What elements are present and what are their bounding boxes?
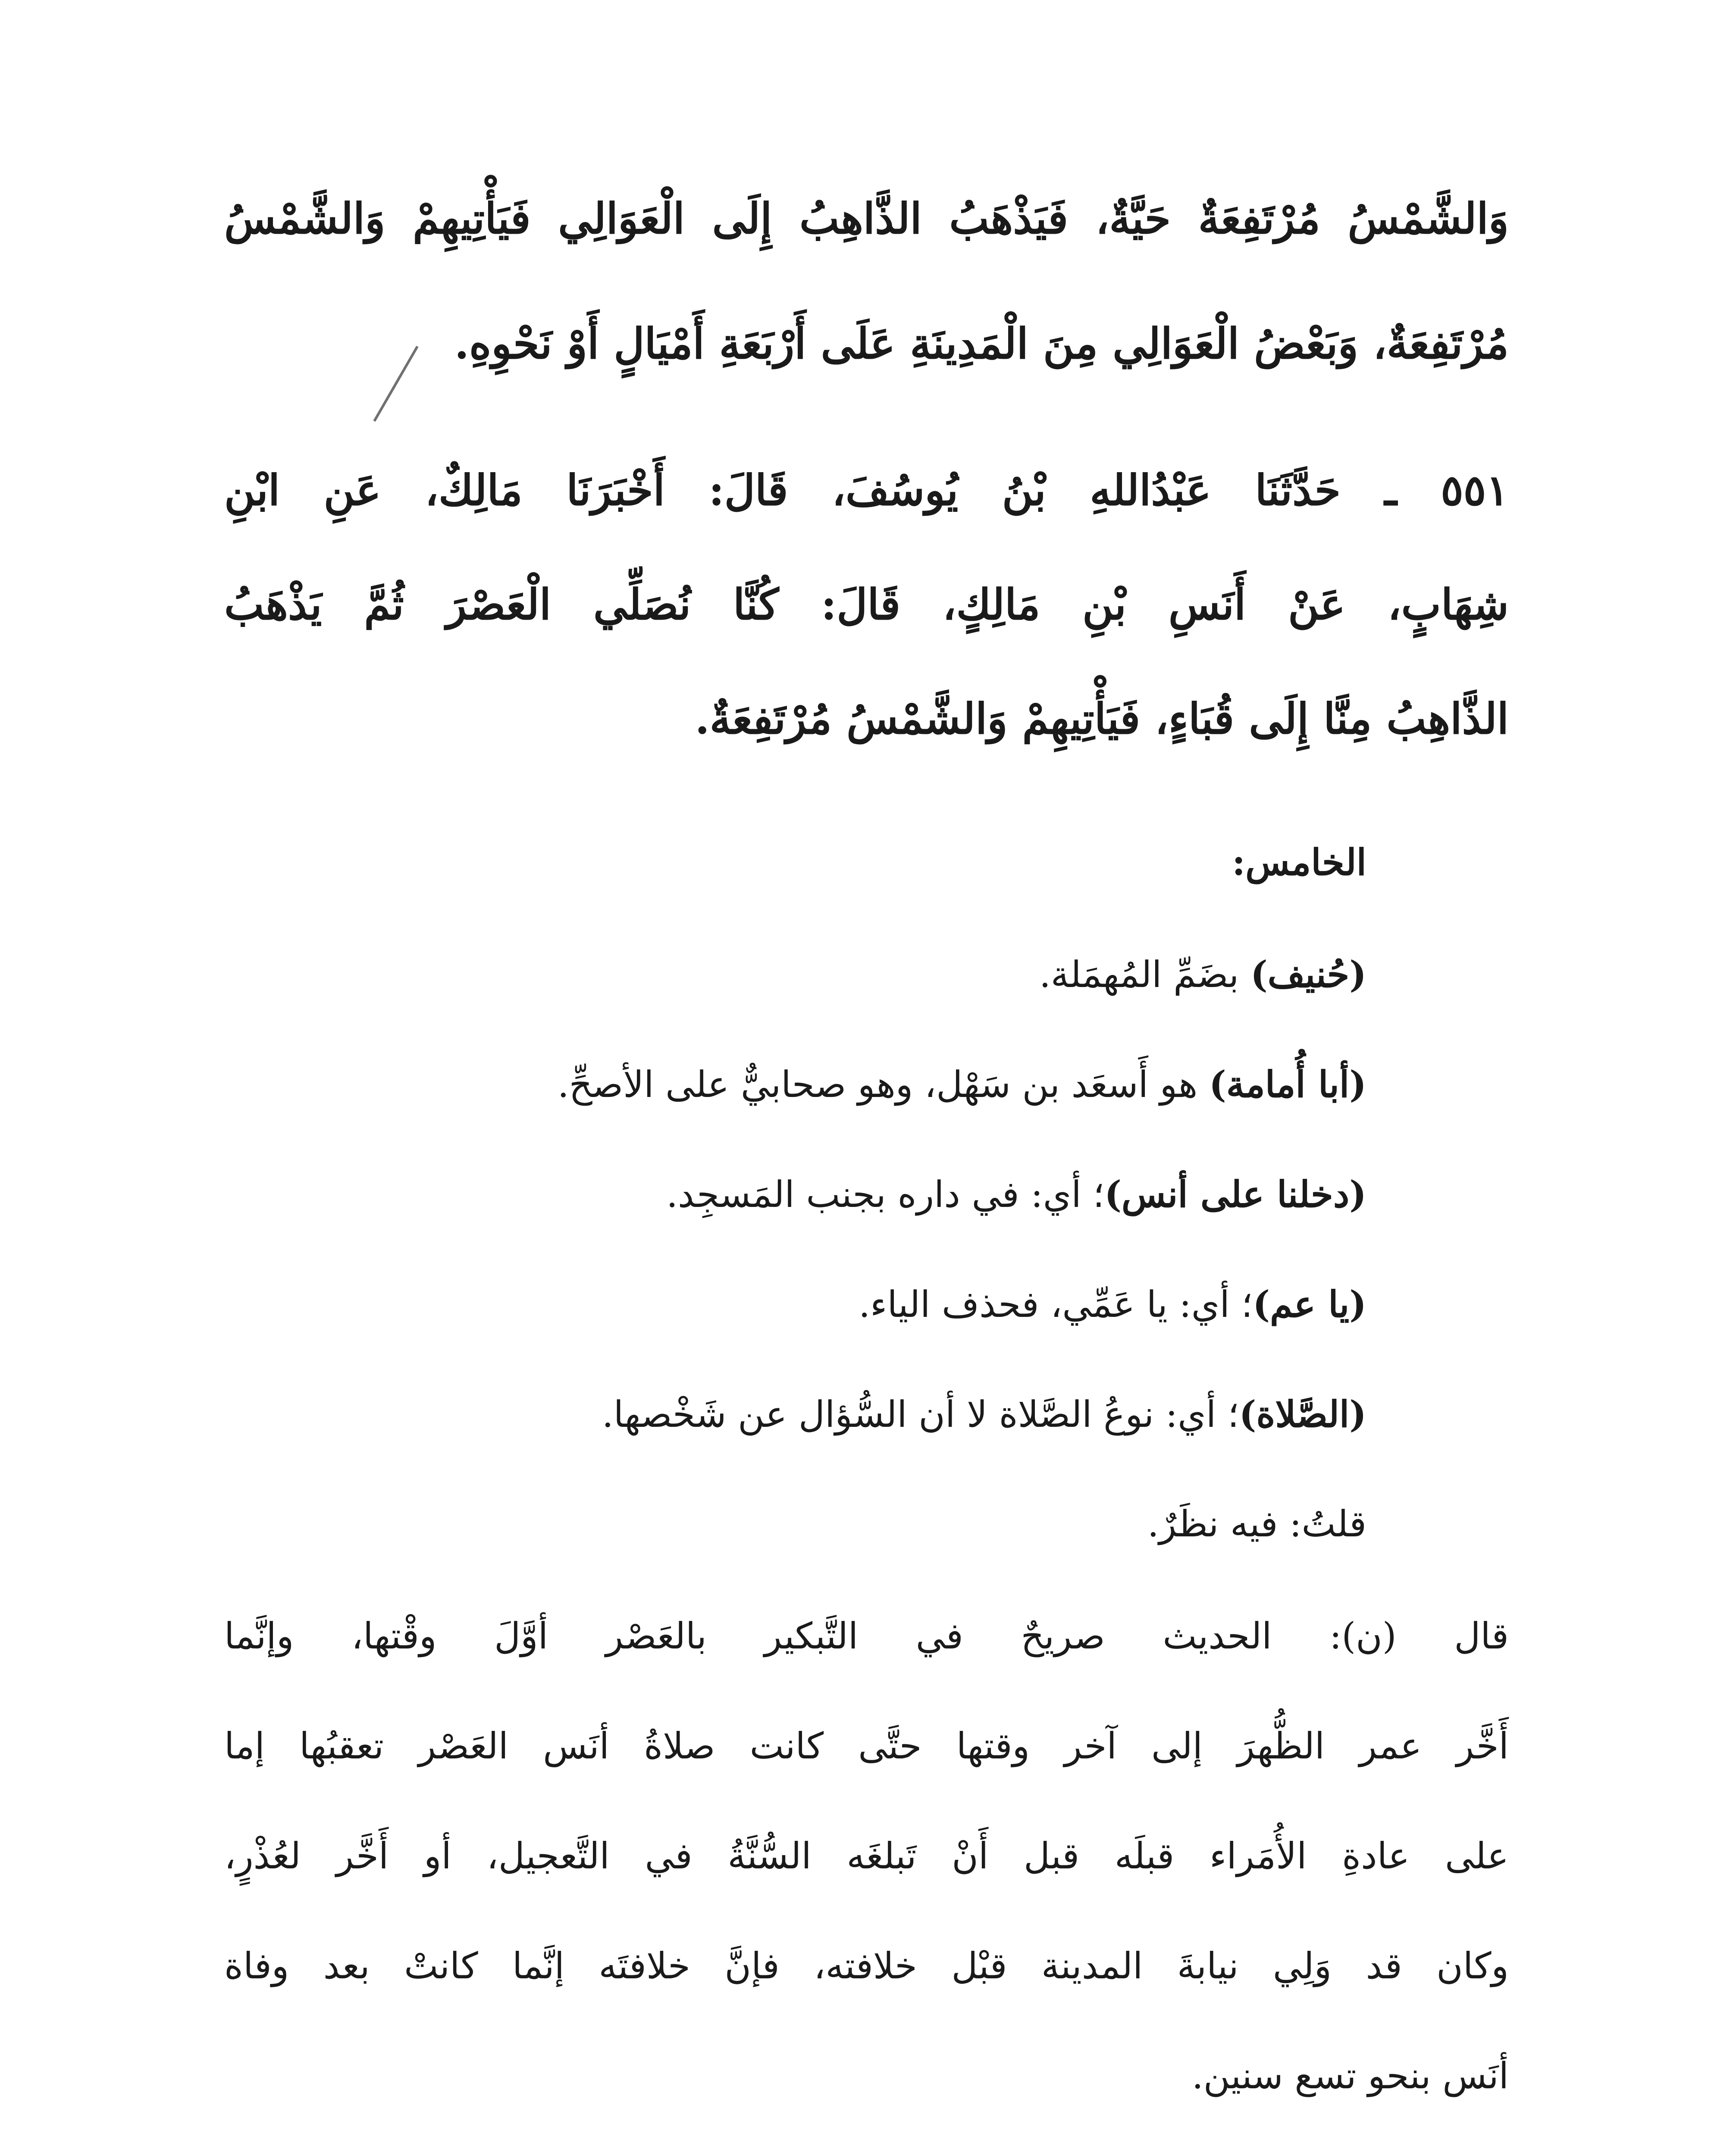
note-term: (دخلنا على أنس)	[1104, 1173, 1366, 1216]
note-abu-umama	[224, 1063, 1366, 1106]
note-term: (الصَّلاة)	[1239, 1393, 1366, 1435]
note-text: ؛ أي: في داره بجنب المَسجِد.	[666, 1173, 1105, 1216]
nawawi-line-2: أَخَّر عمر الظُّهرَ إلى آخر وقتها حتَّى كانت صلاةُ أنَس العَصْر تعقبُها إما	[224, 1725, 1509, 1767]
hadith-551-line-1: ٥٥١ ـ حَدَّثَنَا عَبْدُاللهِ بْنُ يُوسُفَ، قَالَ: أَخْبَرَنَا مَالِكٌ، عَنِ ابْنِ	[224, 466, 1509, 515]
nawawi-line-3: على عادةِ الأُمَراء قبلَه قبل أَنْ تَبلغَه السُّنَّةُ في التَّعجيل، أو أَخَّر لعُذْرٍ،	[224, 1835, 1509, 1877]
hadith-top-line-1: وَالشَّمْسُ مُرْتَفِعَةٌ حَيَّةٌ، فَيَذْهَبُ الذَّاهِبُ إِلَى الْعَوَالِي فَيَأْتِيهِمْ وَالشَّمْسُ	[224, 194, 1509, 244]
note-term: (يا عم)	[1253, 1283, 1366, 1326]
note-hunayf	[224, 953, 1366, 996]
note-text: هو أَسعَد بن سَهْل، وهو صحابيٌّ على الأصحِّ.	[557, 1063, 1209, 1106]
note-term: (حُنيف)	[1250, 953, 1366, 996]
note-term: (أبا أُمامة)	[1209, 1063, 1366, 1106]
note-qultu: قلتُ: فيه نظَرٌ.	[1147, 1503, 1366, 1545]
note-text: ؛ أي: نوعُ الصَّلاة لا أن السُّؤال عن شَخْصها.	[602, 1393, 1239, 1435]
hadith-551-line-2: شِهَابٍ، عَنْ أَنَسِ بْنِ مَالِكٍ، قَالَ: كُنَّا نُصَلِّي الْعَصْرَ ثُمَّ يَذْهَبُ	[224, 580, 1509, 630]
hadith-551-line-3: الذَّاهِبُ مِنَّا إِلَى قُبَاءٍ، فَيَأْتِيهِمْ وَالشَّمْسُ مُرْتَفِعَةٌ.	[695, 694, 1509, 744]
note-salat	[224, 1393, 1366, 1435]
note-ya-amm	[224, 1283, 1366, 1326]
nawawi-line-1: قال (ن): الحديث صريحٌ في التَّبكير بالعَصْر أوَّلَ وقْتها، وإنَّما	[224, 1615, 1509, 1657]
note-dakhalna	[224, 1173, 1366, 1216]
note-text: بضَمِّ المُهمَلة.	[1039, 953, 1250, 996]
hadith-top-line-2: مُرْتَفِعَةٌ، وَبَعْضُ الْعَوَالِي مِنَ الْمَدِينَةِ عَلَى أَرْبَعَةِ أَمْيَالٍ أَوْ نَحْوِهِ.	[454, 319, 1509, 369]
commentary-heading: الخامس:	[1232, 841, 1366, 884]
nawawi-line-5: أنَس بنحو تسع سنين.	[1192, 2055, 1509, 2097]
note-text: ؛ أي: يا عَمِّي، فحذف الياء.	[859, 1283, 1253, 1326]
nawawi-line-4: وكان قد وَلِي نيابةَ المدينة قبْل خلافته، فإنَّ خلافتَه إنَّما كانتْ بعد وفاة	[224, 1945, 1509, 1987]
